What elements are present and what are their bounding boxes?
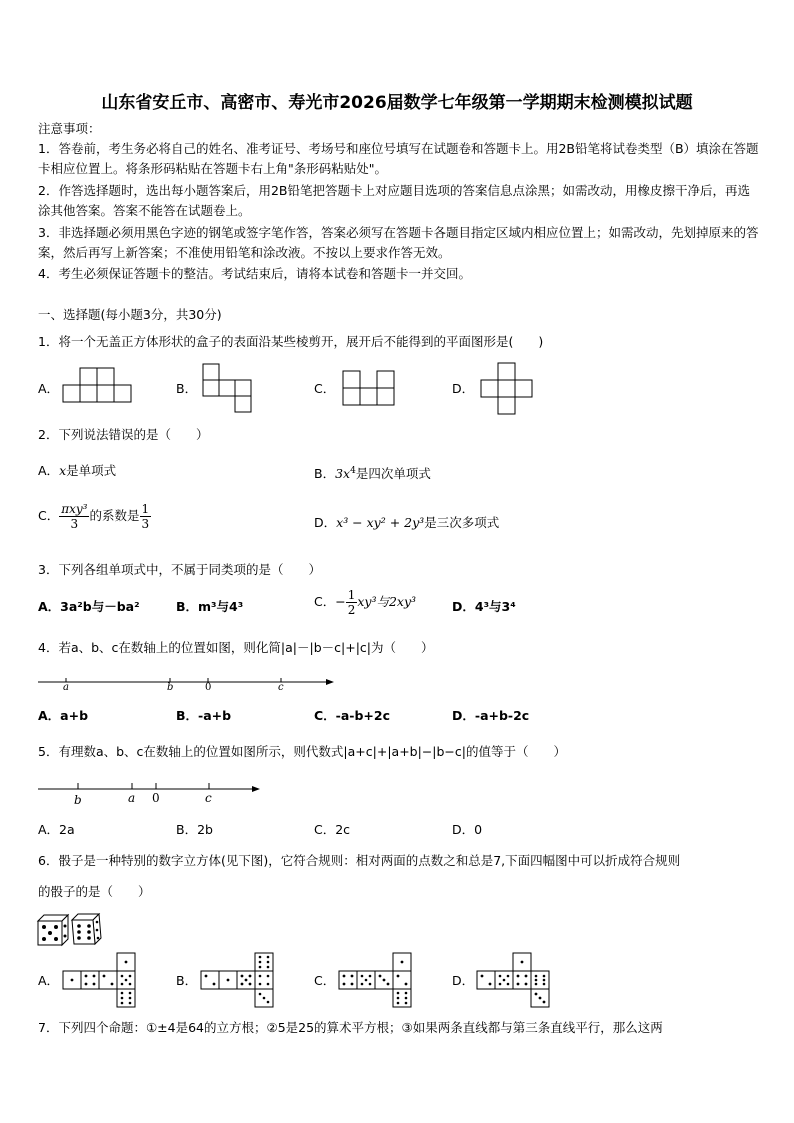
notice-item-3: 3．非选择题必须用黑色字迹的钢笔或签字笔作答，答案必须写在答题卡各题目指定区域内相应位置上；如需改动，先划掉原来的答案，然后再写上新答案；不准使用铅笔和涂改液。不按以上要求作答无效。 (38, 225, 759, 260)
q5-option-c: C．2c (314, 822, 351, 837)
net-figure-a (62, 367, 134, 403)
q4-option-a: A．a+b (38, 708, 89, 723)
q3-option-c (314, 588, 416, 617)
notice-heading: 注意事项： (38, 121, 101, 136)
q2-c-fraction (59, 502, 89, 531)
q5-axis-label-a: a (128, 791, 136, 805)
question-3-stem: 3．下列各组单项式中，不属于同类项的是（ ） (38, 562, 321, 577)
q5-axis-label-c: c (205, 791, 212, 805)
q3-label-c: C． (314, 594, 336, 609)
q2-d-expression: x³ − xy² + 2y³ (336, 515, 425, 530)
q4-axis-label-b: b (167, 682, 174, 693)
dice-net-figure-b (200, 952, 274, 1008)
q1-label-d: D． (452, 381, 475, 396)
q6-label-b: B． (176, 973, 198, 988)
notice-item-1: 1．答卷前，考生务必将自己的姓名、准考证号、考场号和座位号填写在试题卷和答题卡上。用2B铅笔将试卷类型（B）填涂在答题卡相应位置上。将条形码粘贴在答题卡右上角"条形码粘贴处"。 (38, 141, 759, 176)
question-5-stem: 5．有理数a、b、c在数轴上的位置如图所示，则代数式|a+c|+|a+b|−|b−c|的值等于（ ） (38, 744, 566, 759)
q2-option-a (38, 462, 116, 480)
q4-number-line (38, 676, 338, 696)
q3-c-denominator: 2 (347, 603, 356, 617)
q2-option-c (38, 502, 151, 531)
q6-label-c: C． (314, 973, 336, 988)
q2-c-middle-text: 的系数是 (89, 508, 140, 523)
net-figure-b (202, 363, 254, 413)
q4-option-c: C．-a-b+2c (314, 708, 391, 723)
page-title: 山东省安丘市、高密市、寿光市2026届数学七年级第一学期期末检测模拟试题 (101, 93, 693, 113)
question-4-stem: 4．若a、b、c在数轴上的位置如图，则化简|a|－|b－c|+|c|为（ ） (38, 640, 434, 655)
q5-number-line (38, 783, 264, 799)
q3-c-rest: xy³与2xy³ (357, 594, 417, 609)
question-6-stem-line-1: 6．骰子是一种特别的数字立方体(见下图)，它符合规则：相对两面的点数之和总是7,下面四幅图中可以折成符合规则 (38, 853, 681, 868)
notice-item-2: 2．作答选择题时，选出每小题答案后，用2B铅笔把答题卡上对应题目选项的答案信息点涂黑；如需改动，用橡皮擦干净后，再选涂其他答案。答案不能答在试题卷上。 (38, 183, 750, 218)
q2-c-coef-denominator: 3 (141, 517, 150, 531)
q2-label-b: B． (314, 466, 336, 482)
q2-b-exponent: 4 (350, 466, 356, 476)
q6-label-d: D． (452, 973, 475, 988)
q2-c-denominator: 3 (70, 517, 79, 531)
q2-label-d: D． (314, 515, 337, 530)
q2-option-b (314, 462, 431, 483)
question-2-stem: 2．下列说法错误的是（ ） (38, 427, 209, 442)
dice-picture-icon (36, 912, 104, 946)
q3-c-numerator: 1 (347, 588, 356, 602)
q4-option-d: D．-a+b-2c (452, 708, 530, 723)
net-figure-c (342, 370, 396, 406)
q3-option-b: B．m³与4³ (176, 599, 244, 614)
q6-label-a: A． (38, 973, 60, 988)
q4-option-b: B．-a+b (176, 708, 232, 723)
q2-b-text: 是四次单项式 (355, 466, 431, 482)
question-7-stem: 7．下列四个命题：①±4是64的立方根；②5是25的算术平方根；③如果两条直线都与第三条直线平行，那么这两 (38, 1020, 663, 1035)
q2-b-coefficient: 3x (335, 466, 351, 482)
q2-c-coefficient (140, 502, 152, 531)
q4-axis-label-0: 0 (205, 682, 212, 693)
q1-label-a: A． (38, 381, 60, 396)
net-figure-d (480, 362, 534, 416)
q2-a-text: 是单项式 (66, 463, 117, 478)
q2-d-text: 是三次多项式 (424, 515, 500, 530)
q2-c-numerator: πxy³ (61, 502, 88, 516)
q2-option-d (314, 514, 499, 532)
dice-net-figure-c (338, 952, 412, 1008)
q5-option-b: B．2b (176, 822, 213, 837)
question-6-stem-line-2: 的骰子的是（ ） (38, 884, 151, 899)
q5-option-a: A．2a (38, 822, 75, 837)
q2-a-variable: x (59, 463, 67, 478)
q5-axis-label-0: 0 (152, 791, 160, 805)
q3-c-fraction (346, 588, 358, 617)
question-1-stem: 1．将一个无盖正方体形状的盒子的表面沿某些棱剪开，展开后不能得到的平面图形是( ) (38, 334, 544, 349)
notice-item-4: 4．考生必须保证答题卡的整洁。考试结束后，请将本试卷和答题卡一并交回。 (38, 266, 471, 281)
dice-net-figure-a (62, 952, 136, 1008)
q3-c-sign: − (335, 594, 346, 609)
q1-label-c: C． (314, 381, 336, 396)
q2-label-a: A． (38, 463, 60, 478)
q3-option-a: A．3a²b与－ba² (38, 599, 140, 614)
dice-net-figure-d (476, 952, 550, 1008)
q2-label-c: C． (38, 508, 60, 523)
q1-label-b: B． (176, 381, 198, 396)
q3-option-d: D．4³与3⁴ (452, 599, 516, 614)
q5-option-d: D．0 (452, 822, 483, 837)
q2-c-coef-numerator: 1 (141, 502, 150, 516)
section-heading: 一、选择题(每小题3分，共30分) (38, 307, 222, 322)
q4-axis-label-a: a (63, 682, 69, 693)
q4-axis-label-c: c (278, 682, 284, 693)
q5-axis-label-b: b (74, 793, 82, 807)
